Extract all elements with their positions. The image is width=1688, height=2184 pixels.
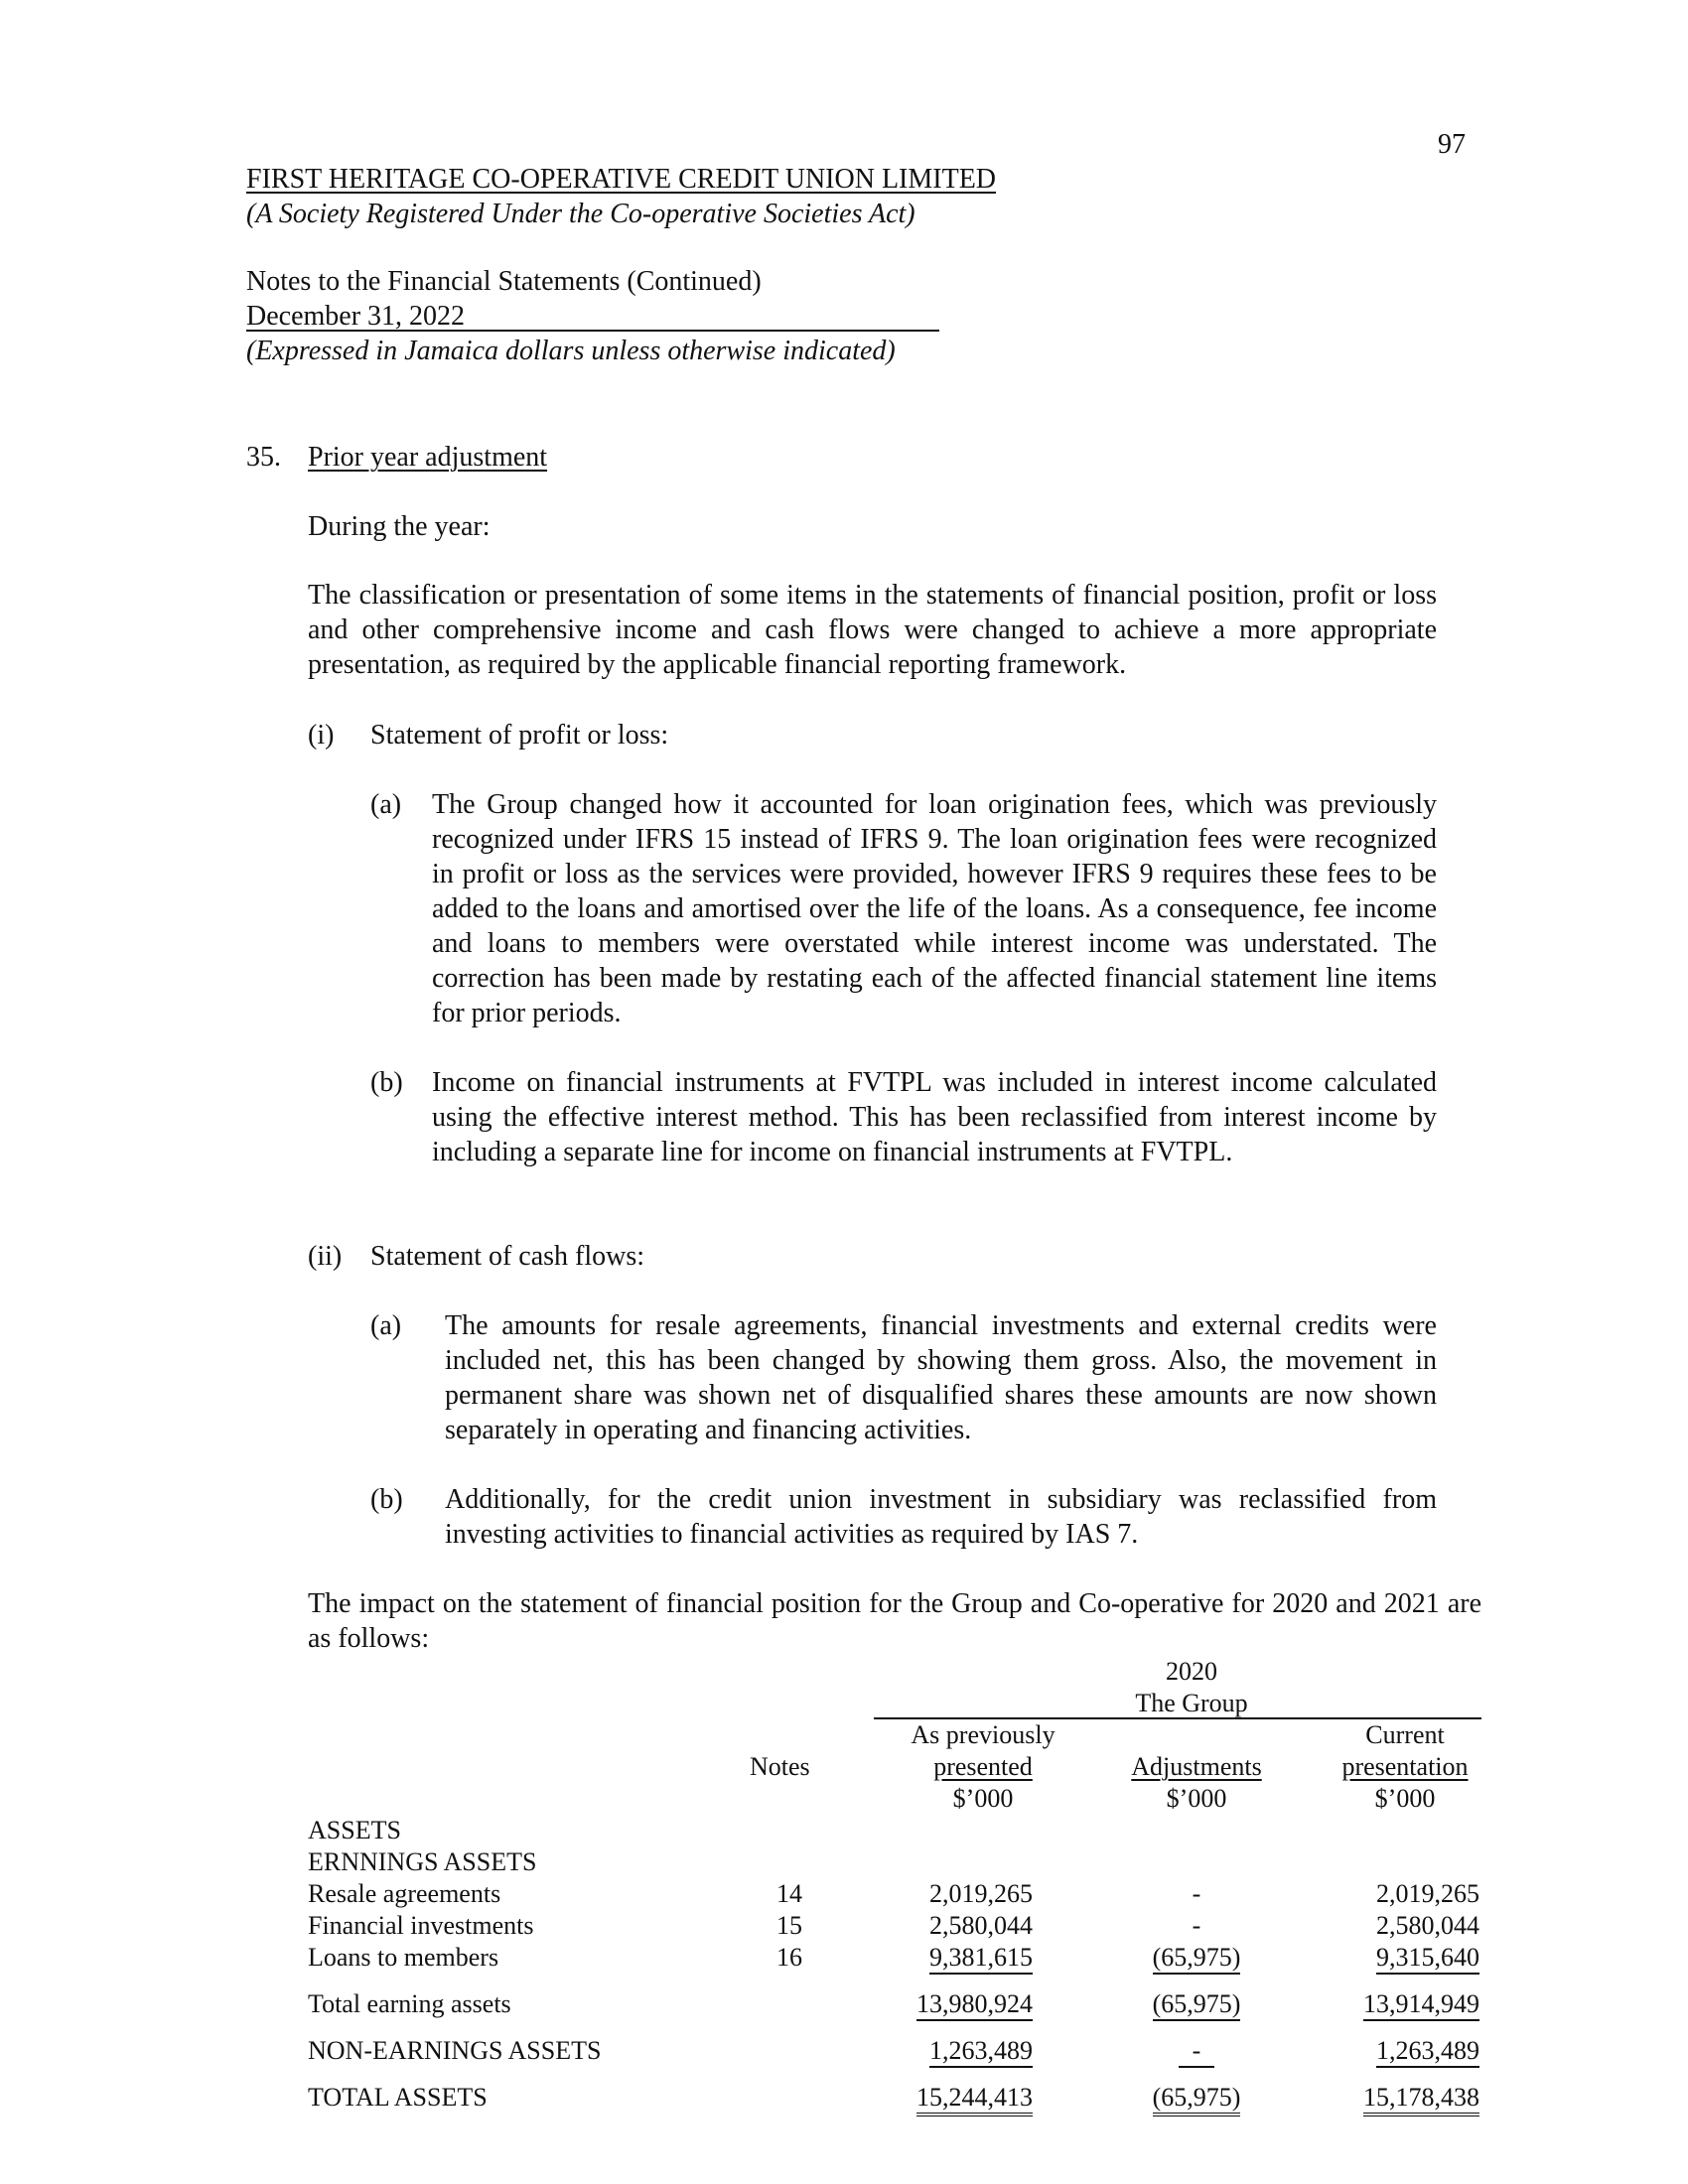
earning-assets-label: ERNNINGS ASSETS [308, 1847, 537, 1876]
item-ii-b-text: Additionally, for the credit union investment in subsidiary was reclassified from investing activities to financial activities as required by IAS 7. [445, 1484, 1437, 1550]
page-number: 97 [1438, 129, 1466, 160]
item-i-title: Statement of profit or loss: [370, 720, 669, 751]
item-i-a-marker: (a) [370, 789, 402, 820]
item-i-marker: (i) [308, 720, 335, 751]
row-curr: 9,315,640 [1291, 1942, 1479, 1974]
item-ii-a-text: The amounts for resale agreements, financial investments and external credits were included net, this has been changed by showing them gross. Also, the movement in permanent share was shown net of disqualified shares these amounts are now shown separately in operating and financing activities. [445, 1310, 1437, 1445]
row-prev: 2,019,265 [929, 1879, 1033, 1908]
total-earning-prev: 13,980,924 [874, 1988, 1033, 2020]
row-label: Resale agreements [308, 1879, 501, 1908]
section-title: Prior year adjustment [308, 442, 548, 473]
total-assets-label: TOTAL ASSETS [308, 2083, 488, 2112]
assets-label: ASSETS [308, 1816, 401, 1844]
non-earning-curr: 1,263,489 [1291, 2035, 1479, 2067]
row-note: 15 [776, 1911, 802, 1940]
item-i-b-text: Income on financial instruments at FVTPL was included in interest income calculated using the effective interest method. This has been reclassified from interest income by including a separate line for income on financial instruments at FVTPL. [432, 1067, 1437, 1167]
total-earning-label: Total earning assets [308, 1989, 511, 2018]
item-ii-a-marker: (a) [370, 1310, 402, 1341]
total-assets-curr: 15,178,438 [1291, 2082, 1479, 2114]
item-ii-b-marker: (b) [370, 1484, 403, 1515]
section-paragraph: The classification or presentation of some items in the statements of financial position, profit or loss and other comprehensive income and cash flows were changed to achieve a more appropriate presentation, as required by the applicable financial reporting framework. [308, 580, 1437, 680]
row-adj: (65,975) [1122, 1942, 1271, 1974]
row-label: Financial investments [308, 1911, 534, 1940]
col-prev-line1: As previously [911, 1720, 1055, 1749]
organization-subtitle: (A Society Registered Under the Co-operative Societies Act) [246, 199, 915, 229]
total-assets-adj: (65,975) [1122, 2082, 1271, 2114]
section-intro: During the year: [308, 511, 491, 542]
col-curr-line2: presentation [1341, 1752, 1469, 1781]
item-i-b-marker: (b) [370, 1067, 403, 1098]
notes-title: Notes to the Financial Statements (Continued) [246, 266, 762, 297]
row-note: 16 [776, 1943, 802, 1972]
table-entity: The Group [1135, 1689, 1248, 1717]
item-ii-marker: (ii) [308, 1241, 343, 1272]
non-earning-prev: 1,263,489 [874, 2035, 1033, 2067]
statement-date: December 31, 2022 [246, 301, 466, 332]
header-rule [246, 330, 939, 332]
unit-adj: $’000 [1166, 1784, 1227, 1813]
col-curr-line1: Current [1365, 1720, 1445, 1749]
item-ii-title: Statement of cash flows: [370, 1241, 645, 1272]
row-adj: - [1192, 1911, 1201, 1940]
item-i-a-text: The Group changed how it accounted for loan origination fees, which was previously recognized under IFRS 15 instead of IFRS 9. The loan origination fees were recognized in profit or loss as the services were provided, however IFRS 9 requires these fees to be added to the loans and amortised over the life of the loans. As a consequence, fee income and loans to members were overstated while interest income was understated. The correction has been made by restating each of the affected financial statement line items for prior periods. [432, 789, 1437, 1028]
table-year: 2020 [1166, 1657, 1217, 1686]
total-earning-curr: 13,914,949 [1291, 1988, 1479, 2020]
non-earning-adj: - [1122, 2035, 1271, 2067]
unit-prev: $’000 [952, 1784, 1014, 1813]
currency-note: (Expressed in Jamaica dollars unless otherwise indicated) [246, 336, 896, 366]
col-notes: Notes [750, 1752, 810, 1781]
row-prev: 2,580,044 [929, 1911, 1033, 1940]
unit-curr: $’000 [1374, 1784, 1436, 1813]
row-note: 14 [776, 1879, 802, 1908]
row-label: Loans to members [308, 1943, 499, 1972]
organization-name: FIRST HERITAGE CO-OPERATIVE CREDIT UNION LIMITED [246, 164, 997, 195]
total-assets-prev: 15,244,413 [874, 2082, 1033, 2114]
row-adj: - [1192, 1879, 1201, 1908]
section-number: 35. [246, 442, 281, 473]
row-curr: 2,019,265 [1376, 1879, 1479, 1908]
col-prev-line2: presented [933, 1752, 1033, 1781]
col-adjustments: Adjustments [1131, 1752, 1262, 1781]
row-prev: 9,381,615 [874, 1942, 1033, 1974]
impact-text: The impact on the statement of financial position for the Group and Co-operative for 2020 and 2021 are as follows: [308, 1588, 1481, 1654]
non-earning-label: NON-EARNINGS ASSETS [308, 2036, 602, 2065]
total-earning-adj: (65,975) [1122, 1988, 1271, 2020]
row-curr: 2,580,044 [1376, 1911, 1479, 1940]
